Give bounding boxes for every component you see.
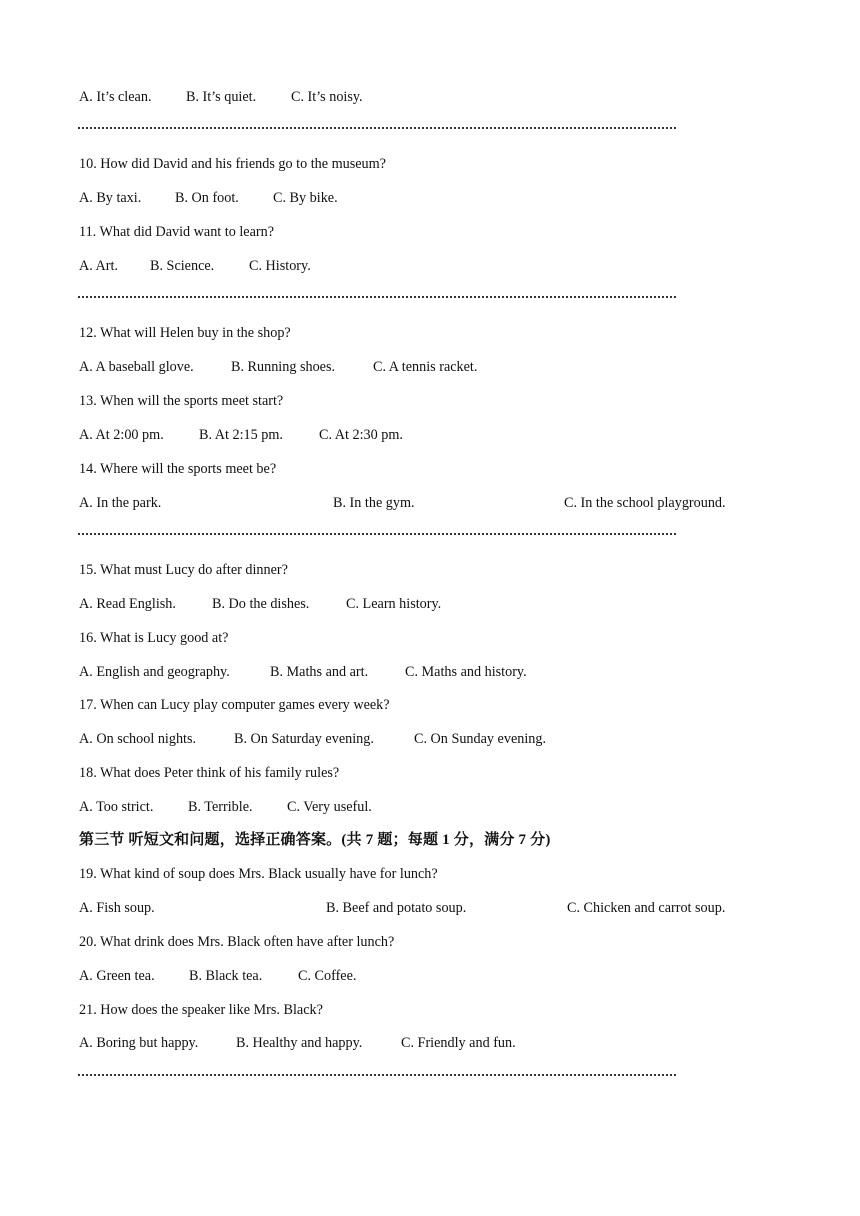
question-21: 21. How does the speaker like Mrs. Black? — [79, 1002, 323, 1018]
option-b: B. At 2:15 pm. — [199, 427, 283, 443]
question-10: 10. How did David and his friends go to the museum? — [79, 156, 386, 172]
option-c: C. A tennis racket. — [373, 359, 478, 375]
option-b: B. Terrible. — [188, 799, 253, 815]
option-a: A. It’s clean. — [79, 89, 152, 105]
option-a: A. By taxi. — [79, 190, 142, 206]
option-b: B. Healthy and happy. — [236, 1035, 363, 1051]
option-b: B. Science. — [150, 258, 215, 274]
option-c: C. By bike. — [273, 190, 338, 206]
question-11: 11. What did David want to learn? — [79, 224, 275, 240]
dotted-separator — [78, 296, 676, 301]
option-c: C. It’s noisy. — [291, 89, 363, 105]
option-a: A. English and geography. — [79, 664, 230, 680]
option-b: B. On Saturday evening. — [234, 731, 374, 747]
option-b: B. On foot. — [175, 190, 239, 206]
question-17: 17. When can Lucy play computer games every week? — [79, 697, 390, 713]
option-b: B. It’s quiet. — [186, 89, 257, 105]
option-c: C. History. — [249, 258, 311, 274]
option-c: C. In the school playground. — [564, 495, 726, 511]
question-15: 15. What must Lucy do after dinner? — [79, 562, 288, 578]
option-b: B. In the gym. — [333, 495, 415, 511]
option-a: A. Too strict. — [79, 799, 154, 815]
question-19: 19. What kind of soup does Mrs. Black usually have for lunch? — [79, 866, 438, 882]
option-c: C. At 2:30 pm. — [319, 427, 403, 443]
option-c: C. Chicken and carrot soup. — [567, 900, 726, 916]
question-18: 18. What does Peter think of his family rules? — [79, 765, 340, 781]
option-a: A. In the park. — [79, 495, 162, 511]
question-14: 14. Where will the sports meet be? — [79, 461, 277, 477]
option-a: A. A baseball glove. — [79, 359, 194, 375]
dotted-separator — [78, 1074, 676, 1079]
question-12: 12. What will Helen buy in the shop? — [79, 325, 291, 341]
option-b: B. Maths and art. — [270, 664, 369, 680]
dotted-separator — [78, 127, 676, 132]
option-a: A. Fish soup. — [79, 900, 155, 916]
option-b: B. Black tea. — [189, 968, 263, 984]
option-a: A. Boring but happy. — [79, 1035, 199, 1051]
option-a: A. Read English. — [79, 596, 176, 612]
question-16: 16. What is Lucy good at? — [79, 630, 229, 646]
option-a: A. Green tea. — [79, 968, 155, 984]
option-b: B. Beef and potato soup. — [326, 900, 467, 916]
option-c: C. Friendly and fun. — [401, 1035, 516, 1051]
option-c: C. On Sunday evening. — [414, 731, 547, 747]
option-c: C. Very useful. — [287, 799, 372, 815]
dotted-separator — [78, 533, 676, 538]
section-heading: 第三节 听短文和问题，选择正确答案。(共 7 题；每题 1 分，满分 7 分) — [79, 832, 551, 848]
option-c: C. Learn history. — [346, 596, 442, 612]
question-13: 13. When will the sports meet start? — [79, 393, 284, 409]
option-a: A. On school nights. — [79, 731, 197, 747]
question-20: 20. What drink does Mrs. Black often have after lunch? — [79, 934, 395, 950]
option-b: B. Running shoes. — [231, 359, 336, 375]
option-c: C. Maths and history. — [405, 664, 527, 680]
option-b: B. Do the dishes. — [212, 596, 310, 612]
option-c: C. Coffee. — [298, 968, 357, 984]
option-a: A. At 2:00 pm. — [79, 427, 164, 443]
option-a: A. Art. — [79, 258, 119, 274]
